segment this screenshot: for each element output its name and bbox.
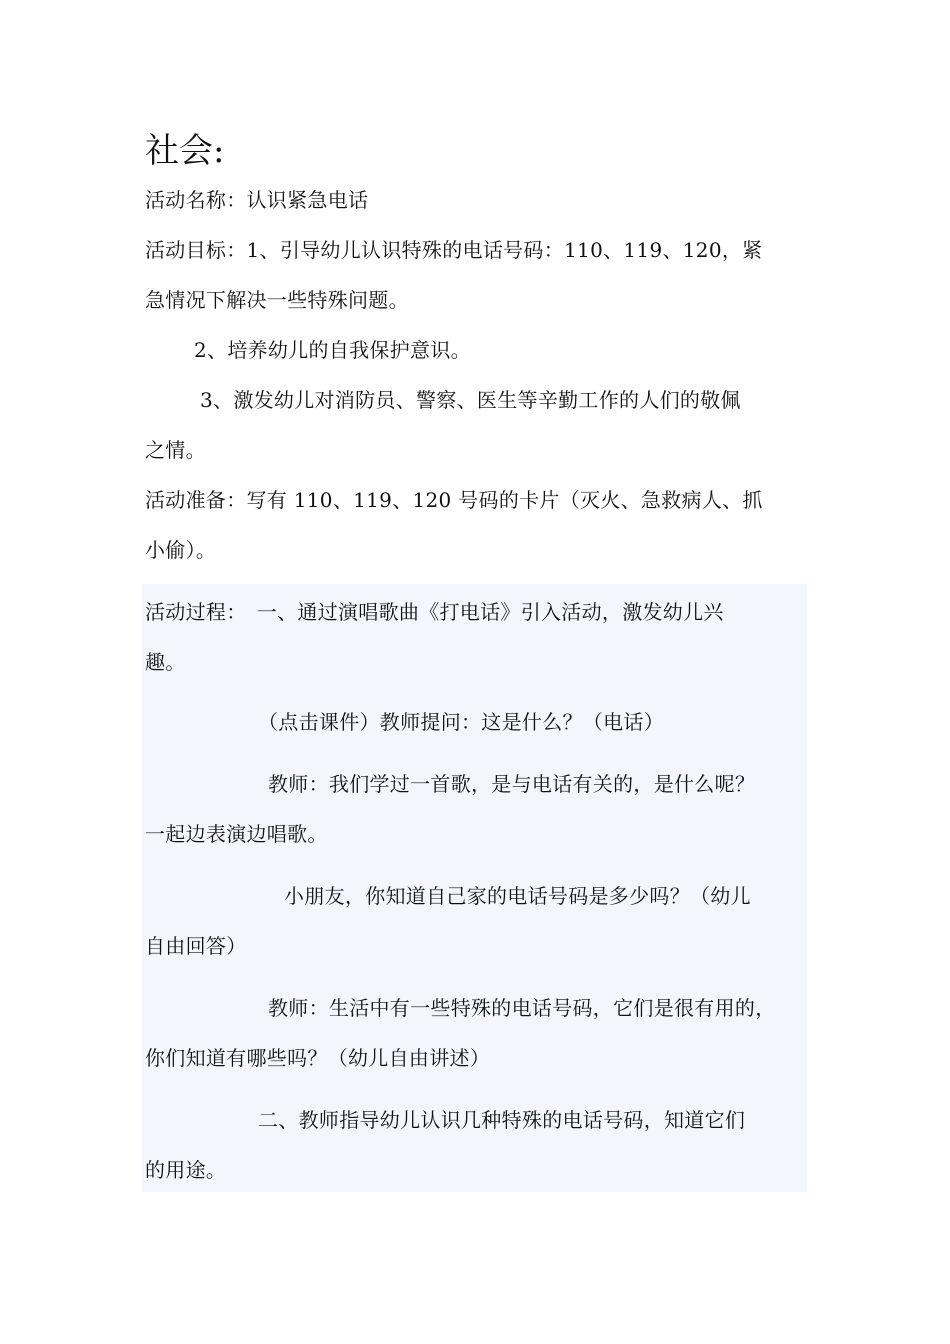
process-click: （点击课件）教师提问：这是什么？（电话） — [258, 710, 664, 734]
process-part-2-line-2: 的用途。 — [145, 1158, 227, 1182]
process-part-2-line-1: 二、教师指导幼儿认识几种特殊的电话号码，知道它们 — [258, 1108, 746, 1132]
process-line-1: 活动过程： 一、通过演唱歌曲《打电话》引入活动，激发幼儿兴 — [145, 600, 724, 624]
prep-line-2: 小偷）。 — [145, 538, 217, 562]
process-teacher-1-line-1: 教师：我们学过一首歌，是与电话有关的，是什么呢？ — [268, 772, 756, 796]
process-line-2: 趣。 — [145, 650, 186, 674]
goal-3-line-2: 之情。 — [145, 438, 206, 462]
goal-line-2: 急情况下解决一些特殊问题。 — [145, 288, 409, 312]
process-teacher-2-line-1: 教师：生活中有一些特殊的电话号码，它们是很有用的， — [268, 996, 776, 1020]
goal-3-line-1: 3、激发幼儿对消防员、警察、医生等辛勤工作的人们的敬佩 — [200, 388, 741, 412]
process-teacher-1-line-2: 一起边表演边唱歌。 — [145, 822, 328, 846]
activity-name: 活动名称：认识紧急电话 — [145, 188, 369, 212]
process-kids-line-2: 自由回答） — [145, 934, 247, 958]
goal-2: 2、培养幼儿的自我保护意识。 — [194, 338, 471, 362]
document-title: 社会: — [145, 131, 225, 171]
goal-line-1: 活动目标：1、引导幼儿认识特殊的电话号码：110、119、120，紧 — [145, 238, 763, 262]
prep-line-1: 活动准备：写有 110、119、120 号码的卡片（灭火、急救病人、抓 — [145, 488, 763, 512]
process-kids-line-1: 小朋友，你知道自己家的电话号码是多少吗？（幼儿 — [284, 884, 751, 908]
process-teacher-2-line-2: 你们知道有哪些吗？（幼儿自由讲述） — [145, 1046, 491, 1070]
